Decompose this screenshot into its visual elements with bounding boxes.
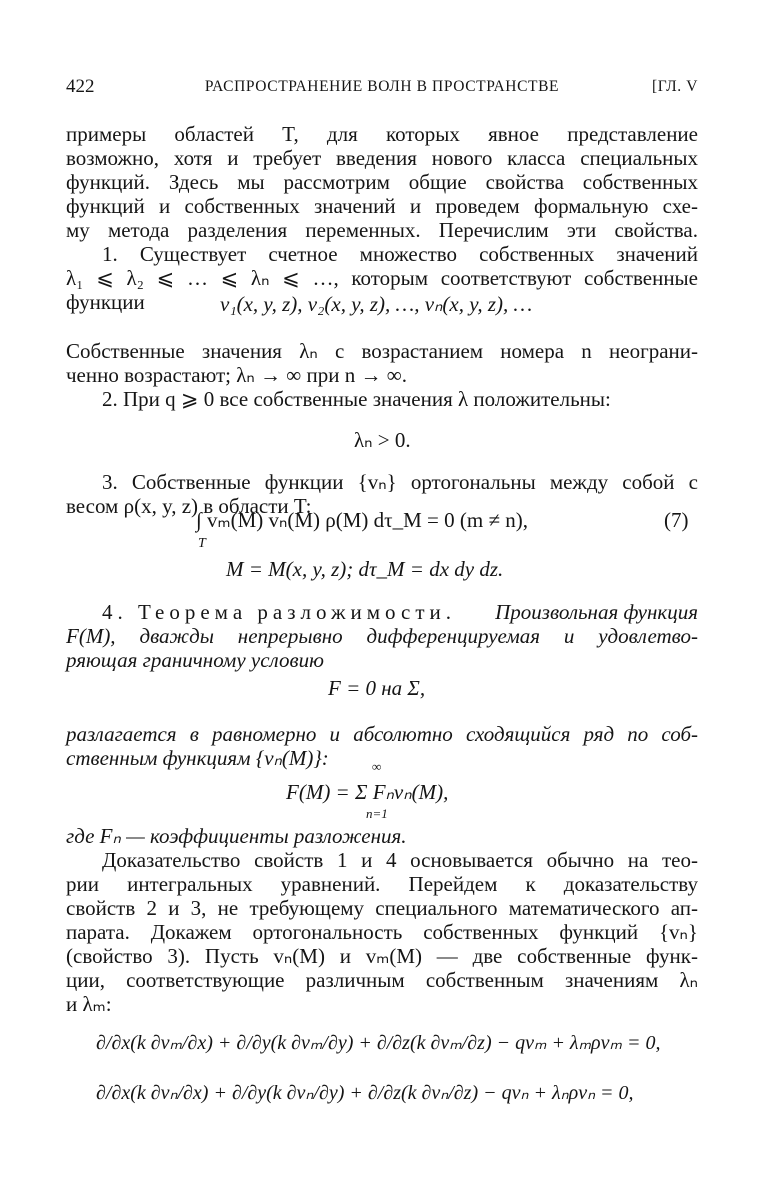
series-upper-limit: ∞ bbox=[372, 759, 382, 774]
running-title: РАСПРОСТРАНЕНИЕ ВОЛН В ПРОСТРАНСТВЕ bbox=[204, 78, 560, 95]
text-line: Собственные значения λₙ с возрастанием номера n неограни- bbox=[66, 339, 698, 363]
text-line: ственным функциям {vₙ(M)}: bbox=[66, 746, 329, 770]
text-line: ряющая граничному условию bbox=[66, 648, 324, 672]
text-line: рии интегральных уравнений. Перейдем к доказательству bbox=[66, 872, 698, 896]
page-number: 422 bbox=[66, 76, 95, 97]
equation-m: ∂/∂x(k ∂vₘ/∂x) + ∂/∂y(k ∂vₘ/∂y) + ∂/∂z(k ∂vₘ/∂z) − qvₘ + λₘρvₘ = 0, bbox=[96, 1032, 661, 1054]
theorem-heading: 4. Теорема разложимости. bbox=[102, 600, 457, 624]
text-line: 2. При q ⩾ 0 все собственные значения λ положительны: bbox=[102, 387, 611, 411]
orthogonality-formula bbox=[196, 508, 528, 533]
text-line: примеры областей T, для которых явное представление bbox=[66, 122, 698, 146]
text-line: Произвольная функция bbox=[495, 600, 698, 624]
text-line: F(M), дважды непрерывно дифференцируемая и удовлетво- bbox=[66, 624, 698, 648]
text-line: парата. Докажем ортогональность собственных функций {vₙ} bbox=[66, 920, 698, 944]
integral-domain-label: T bbox=[198, 536, 206, 551]
orthogonality-expression: ∫ vₘ(M) vₙ(M) ρ(M) dτ_M = 0 (m ≠ n), bbox=[196, 508, 528, 532]
text-line: функций и собственных значений и проведем формальную схе- bbox=[66, 194, 698, 218]
text-line: весом ρ(x, y, z) в области T: bbox=[66, 494, 312, 518]
text-line: (свойство 3). Пусть vₙ(M) и vₘ(M) — две собственные функ- bbox=[66, 944, 698, 968]
text-line: 1. Существует счетное множество собственных значений bbox=[102, 242, 698, 266]
measure-formula: M = M(x, y, z); dτ_M = dx dy dz. bbox=[226, 557, 504, 581]
series-formula: F(M) = Σ Fₙvₙ(M), bbox=[286, 780, 449, 804]
text-line: функций. Здесь мы рассмотрим общие свойства собственных bbox=[66, 170, 698, 194]
text-line: λ₁ ⩽ λ₂ ⩽ … ⩽ λₙ ⩽ …, которым соответствуют собственные bbox=[66, 266, 698, 290]
series-lower-limit: n=1 bbox=[366, 806, 388, 821]
equation-number: (7) bbox=[664, 508, 689, 532]
text-line: 3. Собственные функции {vₙ} ортогональны между собой с bbox=[102, 470, 698, 494]
text-line: свойств 2 и 3, не требующему специального математического ап- bbox=[66, 896, 698, 920]
text-line: возможно, хотя и требует введения нового класса специальных bbox=[66, 146, 698, 170]
text-line: ции, соответствующие различным собственным значениям λₙ bbox=[66, 968, 698, 992]
text-line: ченно возрастают; λₙ → ∞ при n → ∞. bbox=[66, 363, 407, 387]
boundary-condition-formula: F = 0 на Σ, bbox=[328, 676, 426, 700]
text-line: и λₘ: bbox=[66, 992, 112, 1016]
eigenfunctions-formula: v₁(x, y, z), v₂(x, y, z), …, vₙ(x, y, z), … bbox=[220, 292, 533, 316]
text-line: функции bbox=[66, 290, 145, 314]
text-line: где Fₙ — коэффициенты разложения. bbox=[66, 824, 407, 848]
equation-n: ∂/∂x(k ∂vₙ/∂x) + ∂/∂y(k ∂vₙ/∂y) + ∂/∂z(k ∂vₙ/∂z) − qvₙ + λₙρvₙ = 0, bbox=[96, 1082, 634, 1104]
positivity-formula: λₙ > 0. bbox=[354, 428, 411, 452]
text-line: разлагается в равномерно и абсолютно сходящийся ряд по соб- bbox=[66, 722, 698, 746]
text-line: Доказательство свойств 1 и 4 основывается обычно на тео- bbox=[102, 848, 698, 872]
running-header bbox=[66, 76, 698, 102]
chapter-label: [ГЛ. V bbox=[651, 78, 698, 95]
text-line: му метода разделения переменных. Перечислим эти свойства. bbox=[66, 218, 698, 242]
